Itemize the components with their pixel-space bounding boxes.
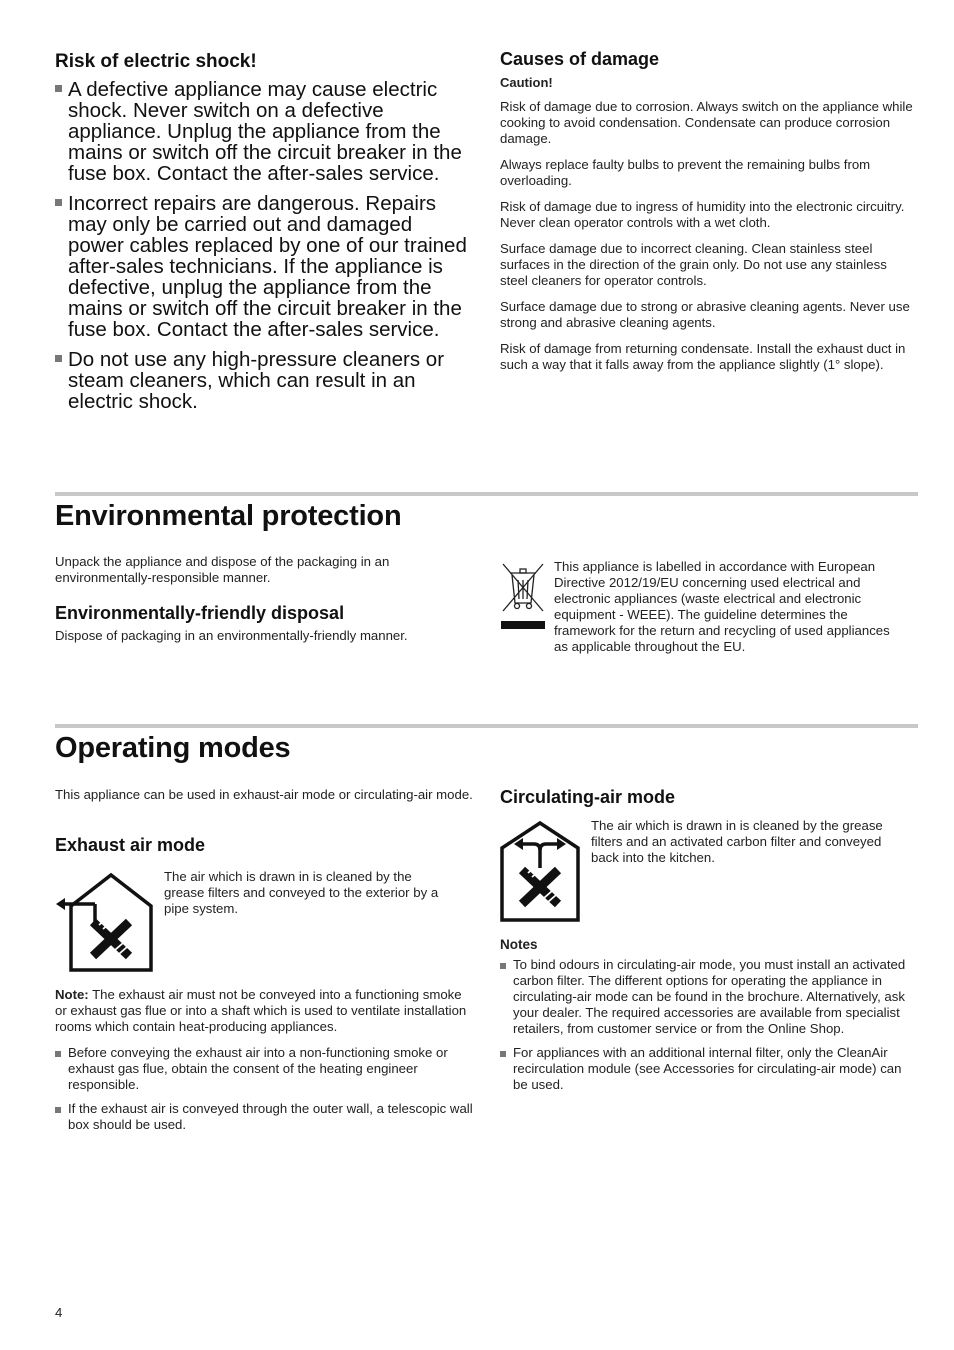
damage-paragraph: Risk of damage due to ingress of humidity into the electronic circuitry. Never clean operator controls with a wet cloth. xyxy=(500,199,905,230)
exhaust-list xyxy=(55,1045,473,1133)
section-divider xyxy=(55,724,918,728)
caution-label: Caution! xyxy=(500,75,553,90)
modes-intro: This appliance can be used in exhaust-air mode or circulating-air mode. xyxy=(55,787,473,802)
damage-paragraph: Surface damage due to strong or abrasive cleaning agents. Never use strong and abrasive cleaning agents. xyxy=(500,299,910,330)
circulating-notes xyxy=(500,937,918,1101)
weee-text: This appliance is labelled in accordance with European Directive 2012/19/EU concerning used electrical and electronic appliances (waste electrical and electronic equipment - WEEE). The guideline determines the framework for the return and recycling of used appliances as applicable throughout the EU. xyxy=(554,559,890,654)
list-item: Incorrect repairs are dangerous. Repairs may only be carried out and damaged power cables replaced by one of our trained after-sales technicians. If the appliance is defective, unplug the appliance from the mains or switch off the circuit breaker in the fuse box. Contact the after-sales service. xyxy=(55,193,473,340)
list-item: If the exhaust air is conveyed through the outer wall, a telescopic wall box should be used. xyxy=(55,1101,473,1133)
damage-paragraph: Risk of damage due to corrosion. Always switch on the appliance while cooking to avoid condensation. Condensate can produce corrosion damage. xyxy=(500,99,913,146)
circulating-heading: Circulating-air mode xyxy=(500,787,676,807)
risk-list xyxy=(55,79,473,412)
section-divider xyxy=(55,492,918,496)
exhaust-mode-icon xyxy=(55,870,153,974)
list-item: Before conveying the exhaust air into a non-functioning smoke or exhaust gas flue, obtain the consent of the heating engineer responsible. xyxy=(55,1045,473,1093)
list-item: To bind odours in circulating-air mode, you must install an activated carbon filter. The different options for operating the appliance in circulating-air mode can be found in the brochure. Alternatively, ask your dealer. The required accessories are available from specialist retailers, from customer service or from the Online Shop. xyxy=(500,957,918,1037)
circulating-mode-icon xyxy=(500,820,582,922)
list-item: For appliances with an additional internal filter, only the CleanAir recirculation module (see Accessories for circulating-air mode) can be used. xyxy=(500,1045,918,1093)
exhaust-text: The air which is drawn in is cleaned by the grease filters and conveyed to the exterior by a pipe system. xyxy=(164,869,439,916)
exhaust-notes xyxy=(55,987,473,1141)
exhaust-note xyxy=(55,987,473,1035)
damage-section xyxy=(500,51,918,383)
damage-paragraph: Always replace faulty bulbs to prevent the remaining bulbs from overloading. xyxy=(500,157,871,188)
damage-heading: Causes of damage xyxy=(500,49,660,69)
list-item: A defective appliance may cause electric shock. Never switch on a defective appliance. Unplug the appliance from the mains or switch off the circuit breaker in the fuse box. Contact the after-sales service. xyxy=(55,79,473,184)
modes-title: Operating modes xyxy=(55,732,291,764)
exhaust-heading: Exhaust air mode xyxy=(55,835,206,855)
damage-paragraph: Risk of damage from returning condensate. Install the exhaust duct in such a way that it falls away from the appliance slightly (1° slope). xyxy=(500,341,906,372)
note-label: Note: xyxy=(55,987,89,1002)
page-number: 4 xyxy=(55,1305,63,1320)
env-subheading: Environmentally-friendly disposal xyxy=(55,603,345,623)
env-disposal: Dispose of packaging in an environmentally-friendly manner. xyxy=(55,628,408,643)
circulating-list xyxy=(500,957,918,1093)
env-intro: Unpack the appliance and dispose of the packaging in an environmentally-responsible manner. xyxy=(55,554,390,585)
weee-bin-icon xyxy=(500,561,546,631)
damage-paragraph: Surface damage due to incorrect cleaning. Clean stainless steel surfaces in the direction of the grain only. Do not use any stainless steel cleaners for operator controls. xyxy=(500,241,887,288)
note-text: The exhaust air must not be conveyed into a functioning smoke or exhaust gas flue or into a shaft which is used to ventilate installation rooms which contain heat-producing appliances. xyxy=(55,987,467,1034)
env-title: Environmental protection xyxy=(55,500,402,532)
risk-section xyxy=(55,51,473,421)
circulating-text: The air which is drawn in is cleaned by the grease filters and an activated carbon filter and conveyed back into the kitchen. xyxy=(591,818,883,865)
list-item: Do not use any high-pressure cleaners or steam cleaners, which can result in an electric shock. xyxy=(55,349,473,412)
notes-heading: Notes xyxy=(500,937,538,952)
risk-heading: Risk of electric shock! xyxy=(55,51,257,72)
